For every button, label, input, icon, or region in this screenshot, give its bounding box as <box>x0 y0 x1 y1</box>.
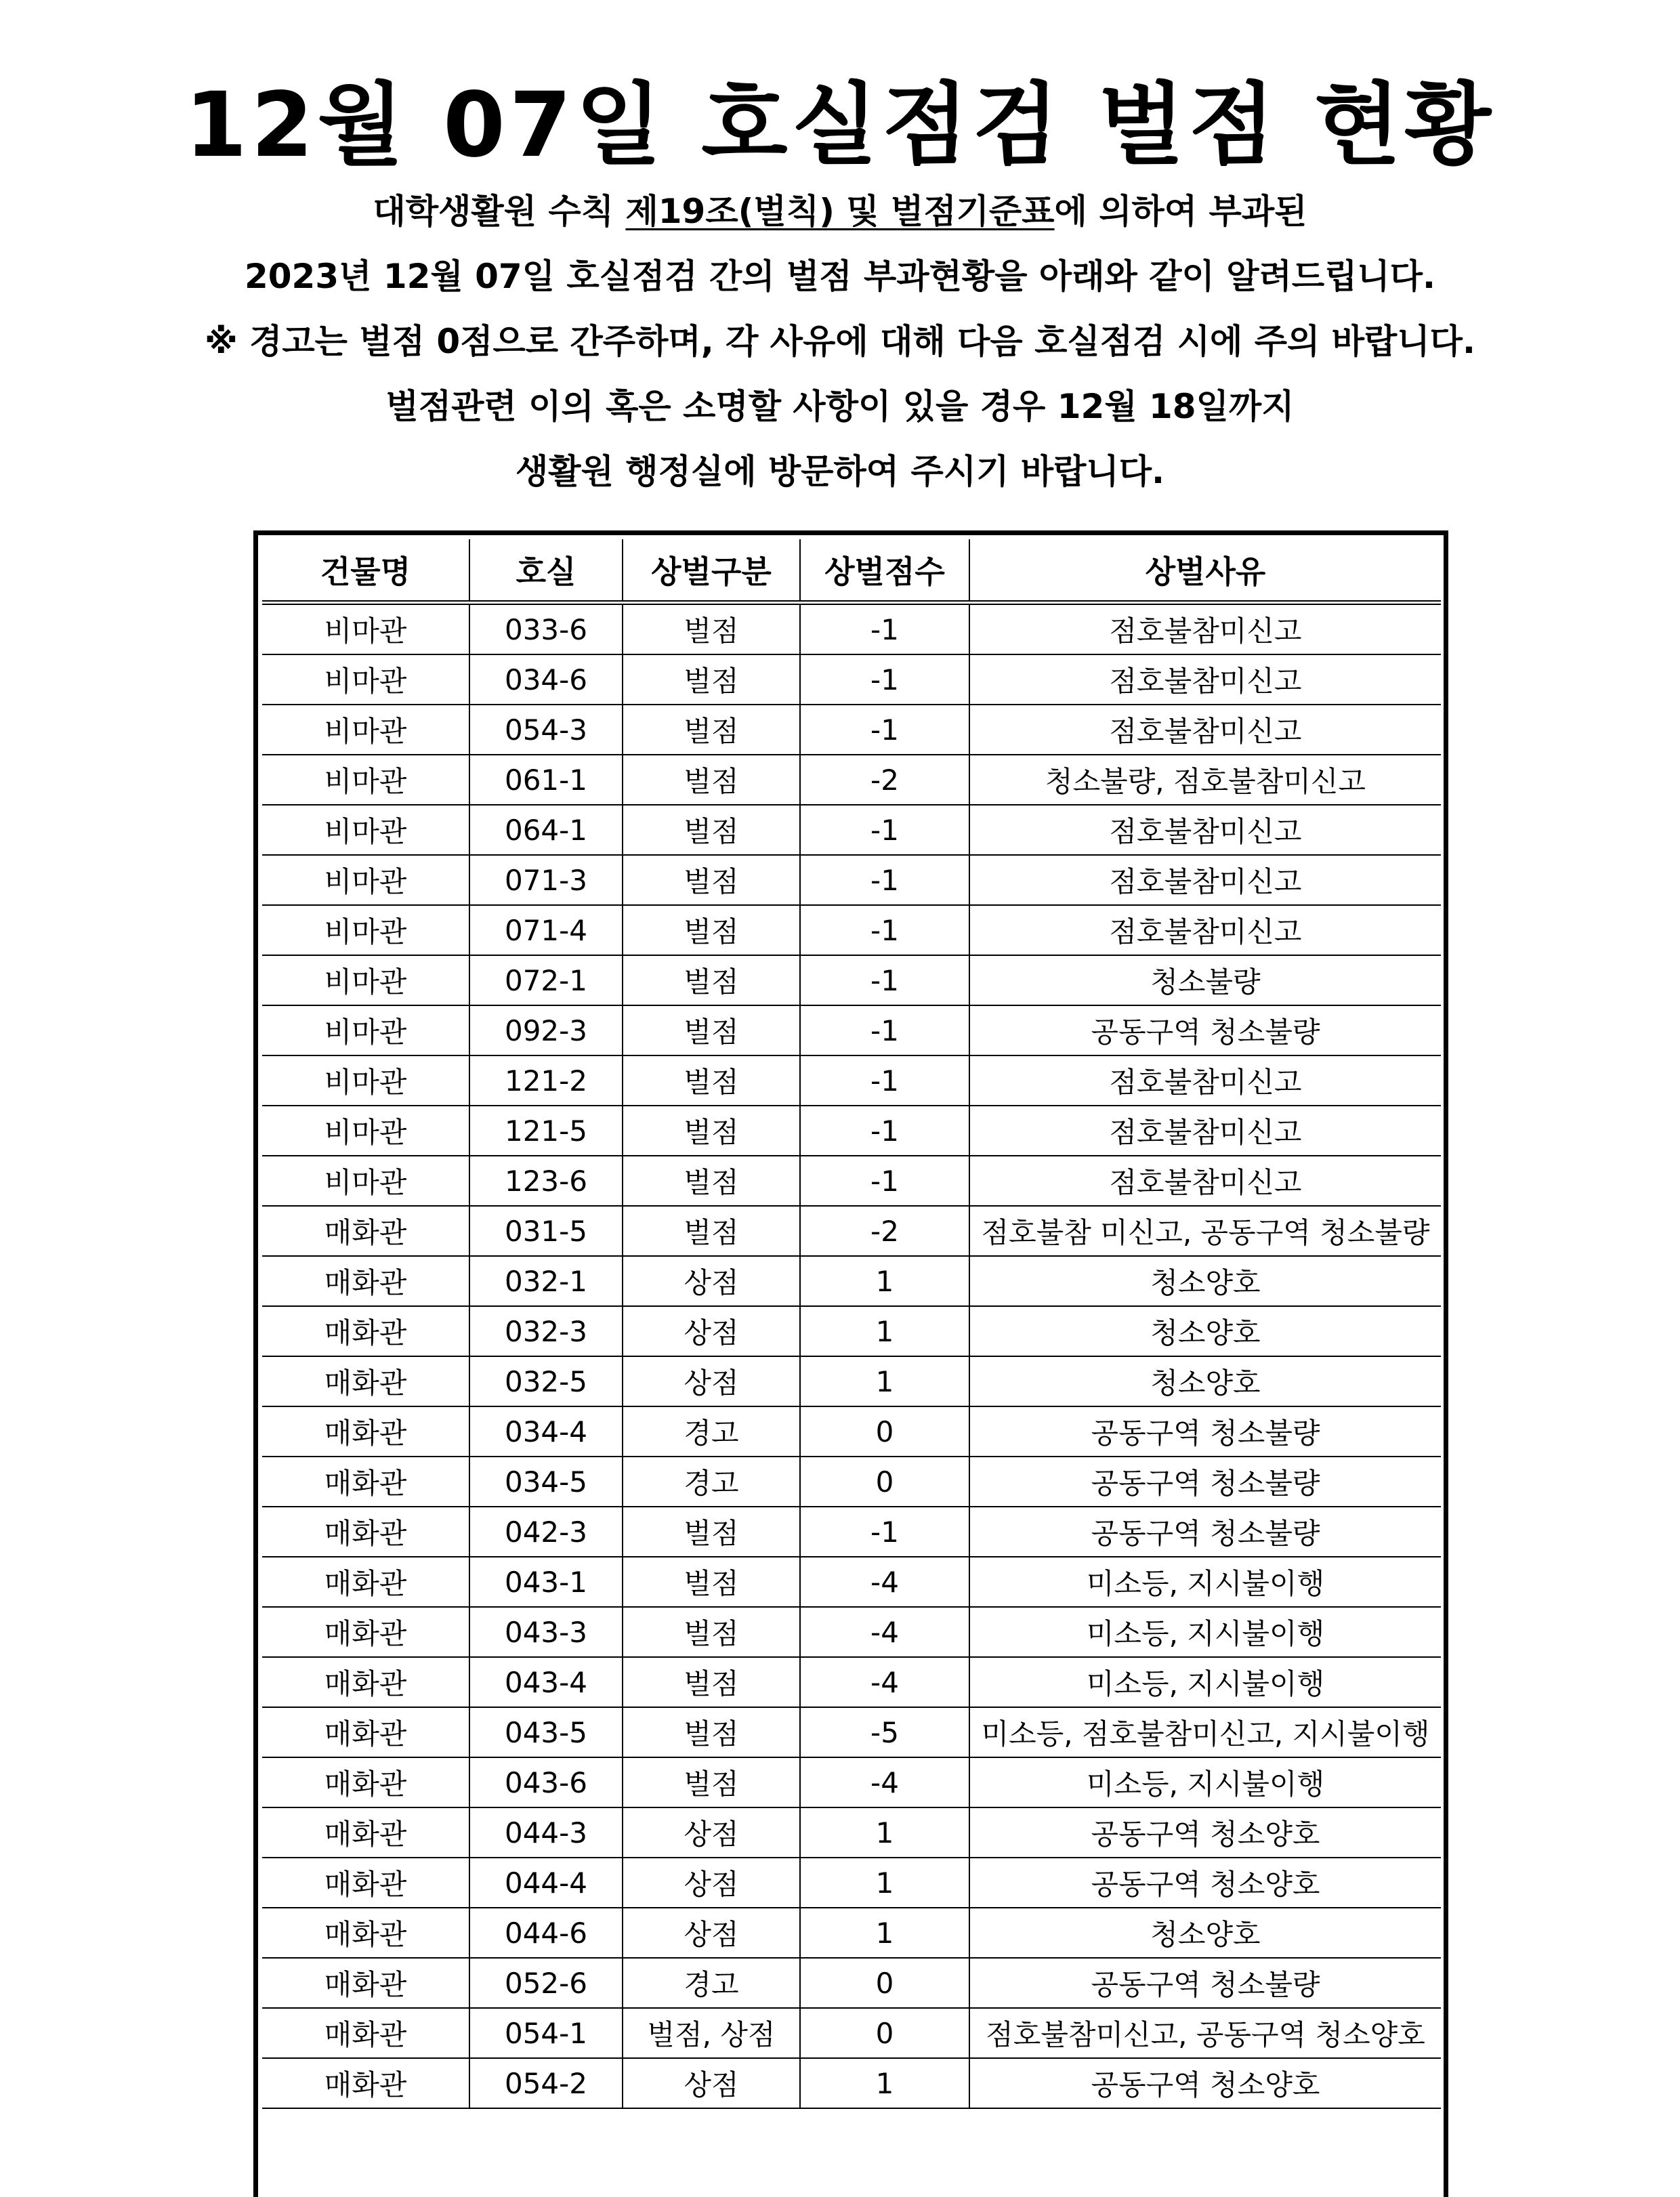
points-cell: -1 <box>800 805 969 855</box>
type-cell: 벌점 <box>623 755 800 805</box>
notice-line-1 <box>0 191 1680 232</box>
reason-cell: 청소불량 <box>969 955 1441 1005</box>
type-cell: 벌점 <box>623 805 800 855</box>
points-cell: -4 <box>800 1657 969 1707</box>
type-cell: 상점 <box>623 1356 800 1406</box>
room-cell: 054-2 <box>469 2058 623 2108</box>
reason-cell: 청소양호 <box>969 1356 1441 1406</box>
building-cell: 매화관 <box>262 1406 469 1457</box>
penalty-table-frame <box>253 530 1448 2197</box>
reason-cell: 공동구역 청소양호 <box>969 1858 1441 1908</box>
table-row <box>262 1607 1441 1657</box>
reason-cell: 청소양호 <box>969 1256 1441 1306</box>
points-cell: -1 <box>800 1005 969 1055</box>
points-cell: 1 <box>800 1356 969 1406</box>
building-cell: 비마관 <box>262 755 469 805</box>
table-row <box>262 1507 1441 1557</box>
room-cell: 071-4 <box>469 905 623 955</box>
building-cell: 매화관 <box>262 1657 469 1707</box>
points-cell: -1 <box>800 855 969 905</box>
building-cell: 비마관 <box>262 1106 469 1156</box>
notice-line-4: 벌점관련 이의 혹은 소명할 사항이 있을 경우 12월 18일까지 <box>385 387 1295 426</box>
room-cell: 052-6 <box>469 1958 623 2008</box>
building-cell: 매화관 <box>262 1757 469 1807</box>
points-cell: -1 <box>800 603 969 655</box>
table-header-row <box>262 539 1441 603</box>
table-row <box>262 1106 1441 1156</box>
reason-cell: 점호불참 미신고, 공동구역 청소불량 <box>969 1206 1441 1256</box>
points-cell: 1 <box>800 2058 969 2108</box>
building-cell: 매화관 <box>262 1206 469 1256</box>
room-cell: 032-3 <box>469 1306 623 1356</box>
type-cell: 벌점 <box>623 1607 800 1657</box>
type-cell: 벌점 <box>623 603 800 655</box>
type-cell: 벌점 <box>623 1757 800 1807</box>
room-cell: 054-3 <box>469 705 623 755</box>
table-body <box>262 603 1441 2109</box>
table-row <box>262 755 1441 805</box>
room-cell: 121-2 <box>469 1055 623 1106</box>
building-cell: 매화관 <box>262 1557 469 1607</box>
table-row <box>262 1807 1441 1858</box>
header-reason: 상벌사유 <box>969 539 1441 603</box>
table-row <box>262 1858 1441 1908</box>
table-row <box>262 1757 1441 1807</box>
building-cell: 매화관 <box>262 1356 469 1406</box>
building-cell: 매화관 <box>262 1958 469 2008</box>
table-row <box>262 1356 1441 1406</box>
points-cell: 0 <box>800 1406 969 1457</box>
reason-cell: 미소등, 점호불참미신고, 지시불이행 <box>969 1707 1441 1757</box>
type-cell: 벌점 <box>623 1156 800 1206</box>
building-cell: 비마관 <box>262 1055 469 1106</box>
type-cell: 벌점 <box>623 1106 800 1156</box>
reason-cell: 청소양호 <box>969 1908 1441 1958</box>
points-cell: -1 <box>800 1156 969 1206</box>
type-cell: 벌점 <box>623 1206 800 1256</box>
room-cell: 043-5 <box>469 1707 623 1757</box>
room-cell: 064-1 <box>469 805 623 855</box>
points-cell: -4 <box>800 1607 969 1657</box>
reason-cell: 점호불참미신고 <box>969 1156 1441 1206</box>
building-cell: 비마관 <box>262 955 469 1005</box>
table-row <box>262 1005 1441 1055</box>
table-row <box>262 654 1441 705</box>
header-points: 상벌점수 <box>800 539 969 603</box>
building-cell: 매화관 <box>262 1707 469 1757</box>
room-cell: 044-6 <box>469 1908 623 1958</box>
building-cell: 비마관 <box>262 705 469 755</box>
penalty-table <box>262 539 1441 2109</box>
header-building: 건물명 <box>262 539 469 603</box>
type-cell: 벌점 <box>623 705 800 755</box>
points-cell: 0 <box>800 1457 969 1507</box>
reason-cell: 점호불참미신고 <box>969 905 1441 955</box>
type-cell: 벌점 <box>623 654 800 705</box>
building-cell: 매화관 <box>262 1256 469 1306</box>
table-row <box>262 1908 1441 1958</box>
type-cell: 벌점 <box>623 955 800 1005</box>
type-cell: 벌점 <box>623 1005 800 1055</box>
points-cell: -1 <box>800 1055 969 1106</box>
building-cell: 비마관 <box>262 654 469 705</box>
points-cell: 1 <box>800 1807 969 1858</box>
table-row <box>262 805 1441 855</box>
type-cell: 경고 <box>623 1406 800 1457</box>
type-cell: 상점 <box>623 2058 800 2108</box>
building-cell: 매화관 <box>262 1807 469 1858</box>
table-row <box>262 2008 1441 2058</box>
points-cell: -5 <box>800 1707 969 1757</box>
room-cell: 054-1 <box>469 2008 623 2058</box>
building-cell: 비마관 <box>262 905 469 955</box>
building-cell: 매화관 <box>262 1607 469 1657</box>
reason-cell: 공동구역 청소불량 <box>969 1958 1441 2008</box>
building-cell: 매화관 <box>262 2058 469 2108</box>
rule-reference: 제19조(벌칙) 및 벌점기준표 <box>625 192 1055 231</box>
table-row <box>262 2058 1441 2108</box>
notice-line-3: ※ 경고는 벌점 0점으로 간주하며, 각 사유에 대해 다음 호실점검 시에 주의 바랍니다. <box>205 322 1475 361</box>
building-cell: 매화관 <box>262 1306 469 1356</box>
room-cell: 061-1 <box>469 755 623 805</box>
points-cell: 1 <box>800 1908 969 1958</box>
room-cell: 032-1 <box>469 1256 623 1306</box>
points-cell: -1 <box>800 905 969 955</box>
reason-cell: 미소등, 지시불이행 <box>969 1657 1441 1707</box>
reason-cell: 공동구역 청소불량 <box>969 1406 1441 1457</box>
reason-cell: 청소양호 <box>969 1306 1441 1356</box>
reason-cell: 미소등, 지시불이행 <box>969 1757 1441 1807</box>
points-cell: -1 <box>800 705 969 755</box>
points-cell: 1 <box>800 1858 969 1908</box>
building-cell: 매화관 <box>262 1858 469 1908</box>
reason-cell: 점호불참미신고 <box>969 654 1441 705</box>
reason-cell: 공동구역 청소불량 <box>969 1507 1441 1557</box>
room-cell: 044-3 <box>469 1807 623 1858</box>
table-row <box>262 905 1441 955</box>
points-cell: 1 <box>800 1306 969 1356</box>
table-row <box>262 1406 1441 1457</box>
type-cell: 벌점 <box>623 855 800 905</box>
reason-cell: 점호불참미신고 <box>969 1106 1441 1156</box>
room-cell: 043-1 <box>469 1557 623 1607</box>
room-cell: 034-4 <box>469 1406 623 1457</box>
table-row <box>262 955 1441 1005</box>
page-title: 12월 07일 호실점검 벌점 현황 <box>184 73 1496 177</box>
notice-line-5: 생활원 행정실에 방문하여 주시기 바랍니다. <box>515 452 1165 491</box>
reason-cell: 공동구역 청소불량 <box>969 1457 1441 1507</box>
table-row <box>262 1457 1441 1507</box>
header-type: 상벌구분 <box>623 539 800 603</box>
room-cell: 042-3 <box>469 1507 623 1557</box>
points-cell: 0 <box>800 1958 969 2008</box>
points-cell: -4 <box>800 1757 969 1807</box>
room-cell: 092-3 <box>469 1005 623 1055</box>
table-row <box>262 1557 1441 1607</box>
points-cell: 0 <box>800 2008 969 2058</box>
room-cell: 072-1 <box>469 955 623 1005</box>
reason-cell: 미소등, 지시불이행 <box>969 1607 1441 1657</box>
points-cell: -2 <box>800 755 969 805</box>
reason-cell: 점호불참미신고, 공동구역 청소양호 <box>969 2008 1441 2058</box>
building-cell: 매화관 <box>262 1457 469 1507</box>
reason-cell: 점호불참미신고 <box>969 603 1441 655</box>
points-cell: -1 <box>800 1507 969 1557</box>
type-cell: 벌점 <box>623 905 800 955</box>
table-row <box>262 1055 1441 1106</box>
reason-cell: 점호불참미신고 <box>969 805 1441 855</box>
reason-cell: 청소불량, 점호불참미신고 <box>969 755 1441 805</box>
notice-line-1-suffix: 에 의하여 부과된 <box>1054 192 1307 231</box>
room-cell: 044-4 <box>469 1858 623 1908</box>
building-cell: 비마관 <box>262 603 469 655</box>
table-row <box>262 1707 1441 1757</box>
type-cell: 상점 <box>623 1908 800 1958</box>
reason-cell: 공동구역 청소양호 <box>969 2058 1441 2108</box>
reason-cell: 점호불참미신고 <box>969 1055 1441 1106</box>
table-row <box>262 1256 1441 1306</box>
points-cell: -4 <box>800 1557 969 1607</box>
room-cell: 034-6 <box>469 654 623 705</box>
notice-line-1-prefix: 대학생활원 수칙 <box>373 192 626 231</box>
type-cell: 상점 <box>623 1256 800 1306</box>
reason-cell: 미소등, 지시불이행 <box>969 1557 1441 1607</box>
type-cell: 경고 <box>623 1958 800 2008</box>
reason-cell: 공동구역 청소불량 <box>969 1005 1441 1055</box>
room-cell: 043-4 <box>469 1657 623 1707</box>
building-cell: 매화관 <box>262 1507 469 1557</box>
building-cell: 비마관 <box>262 1156 469 1206</box>
type-cell: 벌점 <box>623 1557 800 1607</box>
table-row <box>262 855 1441 905</box>
header-room: 호실 <box>469 539 623 603</box>
points-cell: -1 <box>800 654 969 705</box>
type-cell: 상점 <box>623 1807 800 1858</box>
table-row <box>262 1958 1441 2008</box>
points-cell: 1 <box>800 1256 969 1306</box>
room-cell: 071-3 <box>469 855 623 905</box>
room-cell: 043-6 <box>469 1757 623 1807</box>
room-cell: 031-5 <box>469 1206 623 1256</box>
table-row <box>262 1657 1441 1707</box>
points-cell: -1 <box>800 1106 969 1156</box>
reason-cell: 점호불참미신고 <box>969 705 1441 755</box>
room-cell: 121-5 <box>469 1106 623 1156</box>
table-row <box>262 705 1441 755</box>
building-cell: 비마관 <box>262 1005 469 1055</box>
room-cell: 034-5 <box>469 1457 623 1507</box>
type-cell: 벌점 <box>623 1707 800 1757</box>
type-cell: 상점 <box>623 1858 800 1908</box>
type-cell: 벌점 <box>623 1055 800 1106</box>
table-row <box>262 1306 1441 1356</box>
building-cell: 매화관 <box>262 1908 469 1958</box>
type-cell: 경고 <box>623 1457 800 1507</box>
table-row <box>262 1156 1441 1206</box>
room-cell: 033-6 <box>469 603 623 655</box>
type-cell: 벌점 <box>623 1507 800 1557</box>
room-cell: 123-6 <box>469 1156 623 1206</box>
room-cell: 043-3 <box>469 1607 623 1657</box>
building-cell: 비마관 <box>262 855 469 905</box>
table-row <box>262 1206 1441 1256</box>
building-cell: 매화관 <box>262 2008 469 2058</box>
building-cell: 비마관 <box>262 805 469 855</box>
table-row <box>262 603 1441 655</box>
room-cell: 032-5 <box>469 1356 623 1406</box>
notice-line-2: 2023년 12월 07일 호실점검 간의 벌점 부과현황을 아래와 같이 알려드립니다. <box>244 257 1436 296</box>
type-cell: 상점 <box>623 1306 800 1356</box>
reason-cell: 공동구역 청소양호 <box>969 1807 1441 1858</box>
reason-cell: 점호불참미신고 <box>969 855 1441 905</box>
points-cell: -2 <box>800 1206 969 1256</box>
type-cell: 벌점, 상점 <box>623 2008 800 2058</box>
type-cell: 벌점 <box>623 1657 800 1707</box>
points-cell: -1 <box>800 955 969 1005</box>
